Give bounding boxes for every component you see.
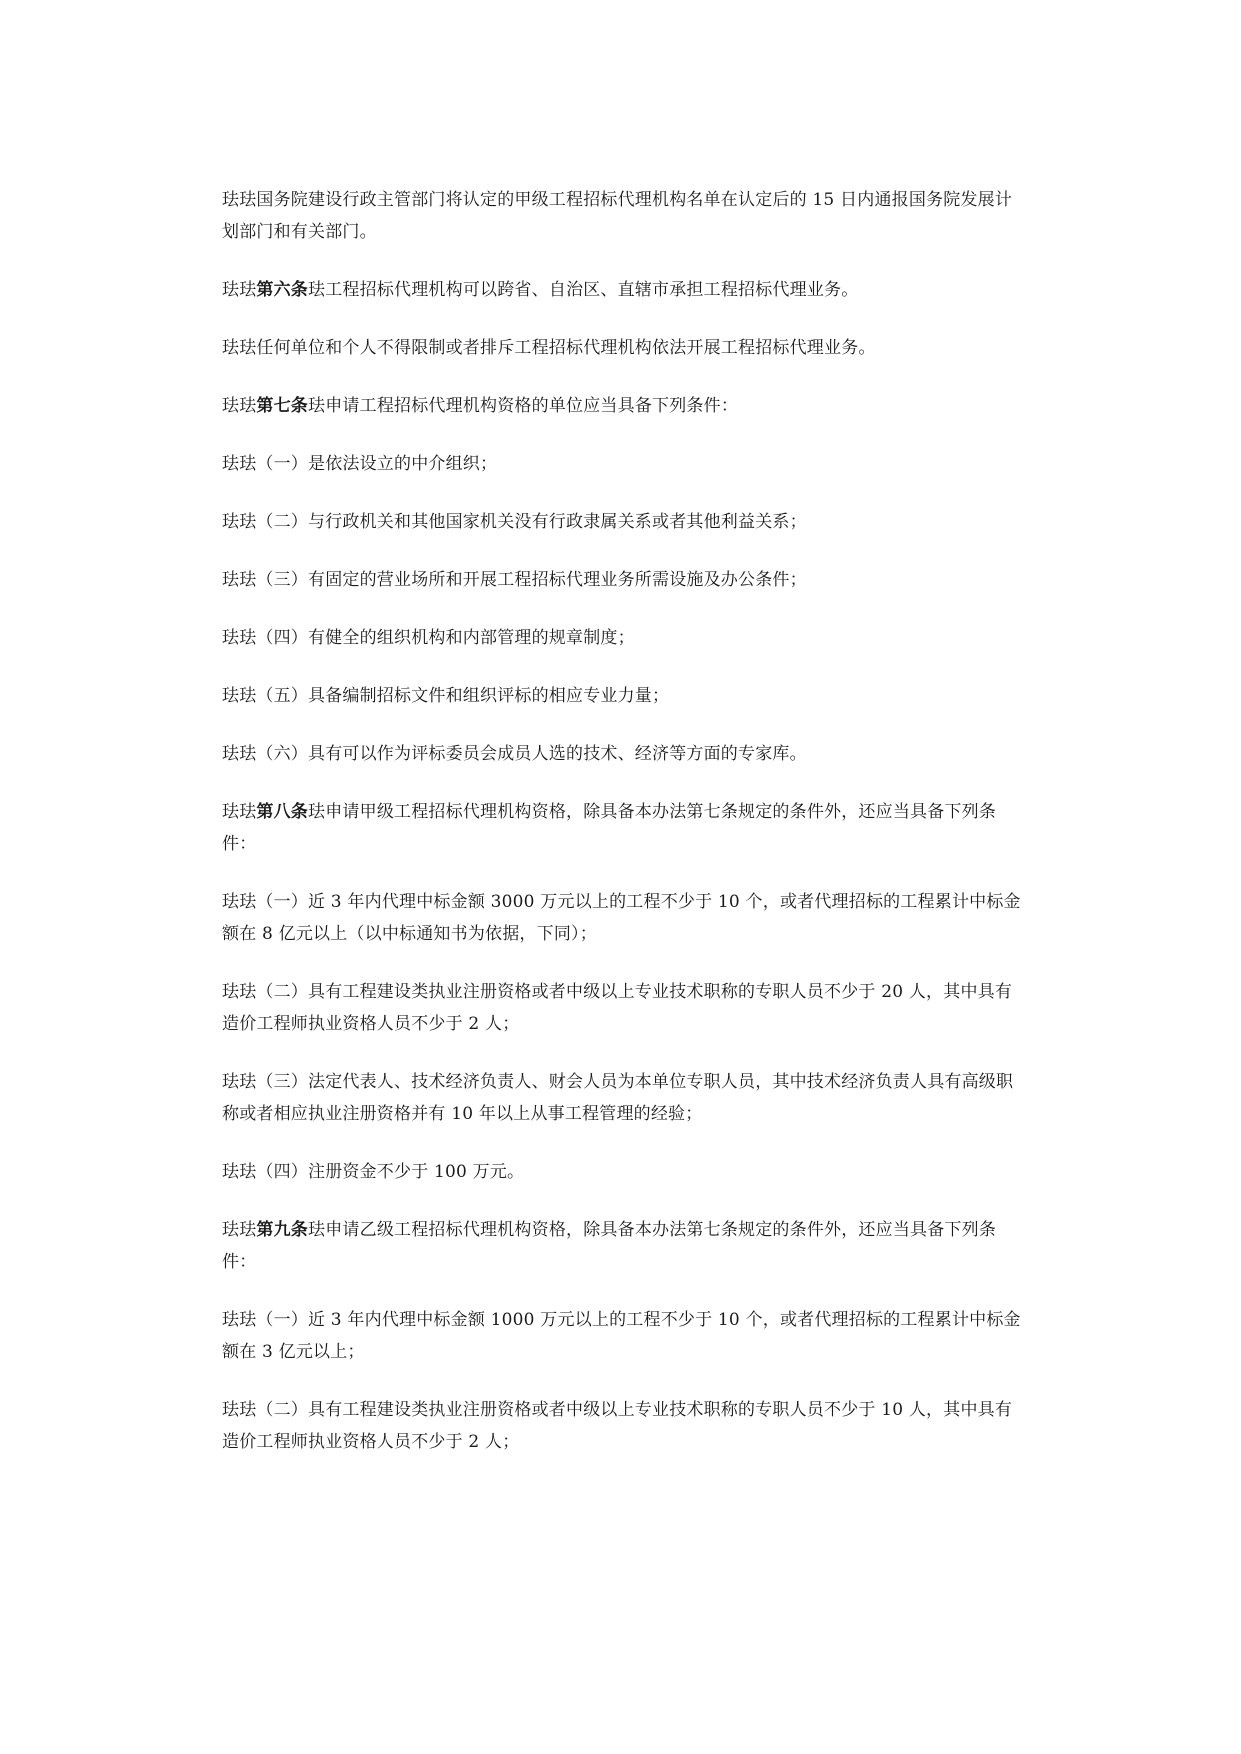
paragraph	[222, 1304, 1022, 1368]
paragraph-text: （四）注册资金不少于 100 万元。	[256, 1162, 525, 1182]
paragraph-prefix: 珐珐	[222, 1162, 257, 1182]
paragraph-text: （三）有固定的营业场所和开展工程招标代理业务所需设施及办公条件；	[256, 570, 807, 590]
article-heading: 第六条	[256, 280, 309, 300]
article-heading: 第七条	[256, 396, 309, 416]
paragraph-prefix: 珐珐	[222, 512, 257, 532]
paragraph	[222, 1156, 1022, 1188]
paragraph-text: 珐工程招标代理机构可以跨省、自治区、直辖市承担工程招标代理业务。	[308, 280, 859, 300]
paragraph-prefix: 珐珐	[222, 802, 257, 822]
paragraph-text: 国务院建设行政主管部门将认定的甲级工程招标代理机构名单在认定后的 15 日内通报国务院发展计划部门和有关部门。	[222, 190, 1013, 242]
paragraph	[222, 976, 1022, 1040]
paragraph-prefix: 珐珐	[222, 892, 257, 912]
paragraph-text: （三）法定代表人、技术经济负责人、财会人员为本单位专职人员，其中技术经济负责人具有高级职称或者相应执业注册资格并有 10 年以上从事工程管理的经验；	[222, 1072, 1014, 1124]
paragraph-prefix: 珐珐	[222, 570, 257, 590]
paragraph-text: 珐申请工程招标代理机构资格的单位应当具备下列条件：	[308, 396, 739, 416]
paragraph-prefix: 珐珐	[222, 396, 257, 416]
article-heading: 第九条	[256, 1220, 309, 1240]
paragraph	[222, 564, 1022, 596]
paragraph	[222, 1066, 1022, 1130]
document-body	[222, 184, 1022, 1484]
paragraph-text: （一）近 3 年内代理中标金额 3000 万元以上的工程不少于 10 个，或者代理招标的工程累计中标金额在 8 亿元以上（以中标通知书为依据，下同）；	[222, 892, 1021, 944]
paragraph-text: （二）具有工程建设类执业注册资格或者中级以上专业技术职称的专职人员不少于 10 人，其中具有造价工程师执业资格人员不少于 2 人；	[222, 1400, 1013, 1452]
paragraph	[222, 622, 1022, 654]
paragraph-text: 珐申请甲级工程招标代理机构资格，除具备本办法第七条规定的条件外，还应当具备下列条件：	[222, 802, 997, 854]
paragraph	[222, 1214, 1022, 1278]
paragraph-prefix: 珐珐	[222, 982, 257, 1002]
paragraph-prefix: 珐珐	[222, 686, 257, 706]
paragraph-text: （二）具有工程建设类执业注册资格或者中级以上专业技术职称的专职人员不少于 20 人，其中具有造价工程师执业资格人员不少于 2 人；	[222, 982, 1013, 1034]
paragraph-text: （六）具有可以作为评标委员会成员人选的技术、经济等方面的专家库。	[256, 744, 807, 764]
paragraph-text: （四）有健全的组织机构和内部管理的规章制度；	[256, 628, 635, 648]
paragraph-text: 珐申请乙级工程招标代理机构资格，除具备本办法第七条规定的条件外，还应当具备下列条件：	[222, 1220, 997, 1272]
paragraph-prefix: 珐珐	[222, 454, 257, 474]
paragraph-prefix: 珐珐	[222, 1400, 257, 1420]
paragraph-prefix: 珐珐	[222, 280, 257, 300]
paragraph-prefix: 珐珐	[222, 1072, 257, 1092]
paragraph-prefix: 珐珐	[222, 338, 257, 358]
paragraph	[222, 796, 1022, 860]
paragraph	[222, 506, 1022, 538]
paragraph	[222, 1394, 1022, 1458]
paragraph	[222, 680, 1022, 712]
paragraph	[222, 390, 1022, 422]
paragraph	[222, 274, 1022, 306]
paragraph	[222, 886, 1022, 950]
paragraph-prefix: 珐珐	[222, 190, 257, 210]
paragraph-prefix: 珐珐	[222, 1310, 257, 1330]
paragraph-prefix: 珐珐	[222, 744, 257, 764]
paragraph-text: （一）是依法设立的中介组织；	[256, 454, 498, 474]
paragraph	[222, 738, 1022, 770]
paragraph-text: （五）具备编制招标文件和组织评标的相应专业力量；	[256, 686, 670, 706]
paragraph-text: （二）与行政机关和其他国家机关没有行政隶属关系或者其他利益关系；	[256, 512, 807, 532]
paragraph	[222, 448, 1022, 480]
paragraph-text: （一）近 3 年内代理中标金额 1000 万元以上的工程不少于 10 个，或者代理招标的工程累计中标金额在 3 亿元以上；	[222, 1310, 1021, 1362]
paragraph-prefix: 珐珐	[222, 1220, 257, 1240]
paragraph	[222, 332, 1022, 364]
paragraph	[222, 184, 1022, 248]
paragraph-prefix: 珐珐	[222, 628, 257, 648]
paragraph-text: 任何单位和个人不得限制或者排斥工程招标代理机构依法开展工程招标代理业务。	[256, 338, 876, 358]
article-heading: 第八条	[256, 802, 309, 822]
